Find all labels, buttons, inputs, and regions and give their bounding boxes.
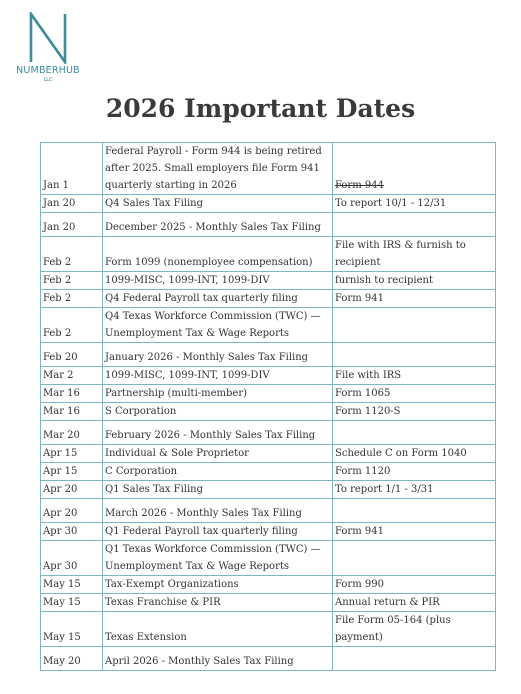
date-cell: Apr 30 (41, 541, 103, 576)
note-cell (333, 343, 496, 367)
table-row (41, 463, 496, 481)
company-logo (8, 8, 88, 88)
date-cell: Mar 2 (41, 367, 103, 385)
logo-name: NUMBERHUB (16, 65, 80, 76)
date-cell: Jan 20 (41, 213, 103, 237)
description-cell: 1099-MISC, 1099-INT, 1099-DIV (103, 367, 333, 385)
note-cell: To report 1/1 - 3/31 (333, 481, 496, 499)
date-cell: May 15 (41, 612, 103, 647)
table-row (41, 290, 496, 308)
description-cell: C Corporation (103, 463, 333, 481)
date-cell: May 15 (41, 576, 103, 594)
table-row (41, 308, 496, 343)
date-cell: Apr 20 (41, 499, 103, 523)
note-cell: Form 1065 (333, 385, 496, 403)
description-cell: February 2026 - Monthly Sales Tax Filing (103, 421, 333, 445)
date-cell: Apr 15 (41, 445, 103, 463)
table-row (41, 367, 496, 385)
description-cell: Tax-Exempt Organizations (103, 576, 333, 594)
table-row (41, 445, 496, 463)
description-cell: January 2026 - Monthly Sales Tax Filing (103, 343, 333, 367)
note-cell: Form 941 (333, 290, 496, 308)
logo-suffix: LLC (43, 77, 53, 83)
note-cell: File with IRS & furnish to recipient (333, 237, 496, 272)
note-cell: Schedule C on Form 1040 (333, 445, 496, 463)
note-cell: Annual return & PIR (333, 594, 496, 612)
table-row (41, 237, 496, 272)
numberhub-n-icon (28, 12, 68, 64)
note-cell (333, 541, 496, 576)
description-cell: Texas Extension (103, 612, 333, 647)
description-cell: April 2026 - Monthly Sales Tax Filing (103, 647, 333, 671)
note-cell: Form 1120-S (333, 403, 496, 421)
description-cell: Individual & Sole Proprietor (103, 445, 333, 463)
table-row (41, 576, 496, 594)
date-cell: Feb 20 (41, 343, 103, 367)
note-cell: Form 941 (333, 523, 496, 541)
note-cell: File Form 05-164 (plus payment) (333, 612, 496, 647)
description-cell: Form 1099 (nonemployee compensation) (103, 237, 333, 272)
table-row (41, 213, 496, 237)
table-body (41, 143, 496, 671)
note-cell (333, 308, 496, 343)
description-cell: Q1 Sales Tax Filing (103, 481, 333, 499)
table-row (41, 523, 496, 541)
table-row (41, 421, 496, 445)
description-cell: Texas Franchise & PIR (103, 594, 333, 612)
description-cell: Q1 Texas Workforce Commission (TWC) — Unemployment Tax & Wage Reports (103, 541, 333, 576)
date-cell: Apr 15 (41, 463, 103, 481)
table-row (41, 647, 496, 671)
table-row (41, 594, 496, 612)
note-cell: File with IRS (333, 367, 496, 385)
description-cell: Federal Payroll - Form 944 is being retired after 2025. Small employers file Form 941 quarterly starting in 2026 (103, 143, 333, 195)
table-row (41, 481, 496, 499)
date-cell: Feb 2 (41, 290, 103, 308)
date-cell: Mar 16 (41, 385, 103, 403)
note-cell: Form 1120 (333, 463, 496, 481)
date-cell: Feb 2 (41, 308, 103, 343)
date-cell: Mar 20 (41, 421, 103, 445)
note-cell (333, 499, 496, 523)
table-row (41, 403, 496, 421)
table-row (41, 272, 496, 290)
date-cell: May 20 (41, 647, 103, 671)
description-cell: 1099-MISC, 1099-INT, 1099-DIV (103, 272, 333, 290)
table-row (41, 499, 496, 523)
description-cell: S Corporation (103, 403, 333, 421)
note-cell: Form 990 (333, 576, 496, 594)
date-cell: Feb 2 (41, 272, 103, 290)
table-row (41, 612, 496, 647)
date-cell: May 15 (41, 594, 103, 612)
page-title: 2026 Important Dates (105, 94, 416, 123)
note-cell: Form 944 (333, 143, 496, 195)
date-cell: Jan 20 (41, 195, 103, 213)
table-row (41, 385, 496, 403)
important-dates-table (40, 142, 496, 671)
table-row (41, 541, 496, 576)
table-row (41, 143, 496, 195)
date-cell: Apr 30 (41, 523, 103, 541)
note-cell (333, 213, 496, 237)
note-cell (333, 421, 496, 445)
note-cell: furnish to recipient (333, 272, 496, 290)
description-cell: Q4 Federal Payroll tax quarterly filing (103, 290, 333, 308)
table-row (41, 195, 496, 213)
note-cell (333, 647, 496, 671)
date-cell: Jan 1 (41, 143, 103, 195)
date-cell: Feb 2 (41, 237, 103, 272)
note-cell: To report 10/1 - 12/31 (333, 195, 496, 213)
description-cell: Partnership (multi-member) (103, 385, 333, 403)
description-cell: March 2026 - Monthly Sales Tax Filing (103, 499, 333, 523)
description-cell: Q1 Federal Payroll tax quarterly filing (103, 523, 333, 541)
description-cell: Q4 Texas Workforce Commission (TWC) — Unemployment Tax & Wage Reports (103, 308, 333, 343)
description-cell: Q4 Sales Tax Filing (103, 195, 333, 213)
description-cell: December 2025 - Monthly Sales Tax Filing (103, 213, 333, 237)
date-cell: Apr 20 (41, 481, 103, 499)
table-row (41, 343, 496, 367)
date-cell: Mar 16 (41, 403, 103, 421)
